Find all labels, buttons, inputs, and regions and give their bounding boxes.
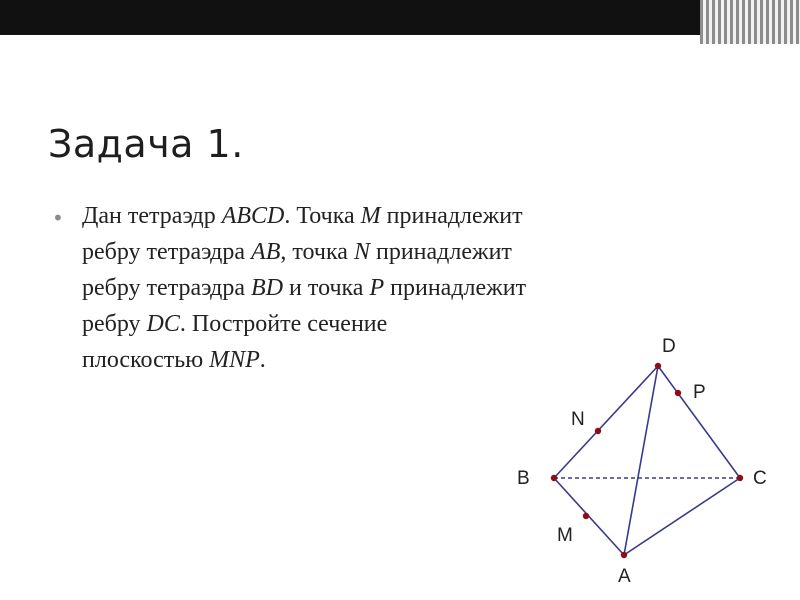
- text-run: . Постройте сечение: [179, 311, 388, 337]
- text-run: ребру тетраэдра: [82, 239, 252, 265]
- point-d: [655, 363, 661, 369]
- label-a: A: [618, 566, 631, 587]
- point-n: [595, 428, 601, 434]
- text-run: Дан тетраэдр: [82, 203, 222, 229]
- text-run: ребру тетраэдра: [82, 275, 252, 301]
- math-run: P: [369, 275, 385, 301]
- label-c: C: [753, 468, 767, 489]
- edge-da: [624, 366, 658, 555]
- math-run: M: [360, 203, 381, 229]
- problem-line-5: [82, 347, 266, 373]
- problem-line-3: [82, 275, 526, 301]
- label-p: P: [693, 382, 706, 403]
- edge-ac: [624, 478, 740, 555]
- label-d: D: [662, 336, 676, 357]
- point-b: [551, 475, 557, 481]
- point-a: [621, 552, 627, 558]
- math-run: BD: [251, 275, 284, 301]
- point-m: [583, 513, 589, 519]
- text-run: принадлежит: [384, 275, 527, 301]
- text-run: .: [259, 347, 266, 373]
- text-run: . Точка: [284, 203, 361, 229]
- text-run: ребру: [82, 311, 147, 337]
- label-b: B: [517, 468, 530, 489]
- text-run: и точка: [283, 275, 370, 301]
- page-title: Задача 1.: [48, 122, 244, 166]
- math-run: DC: [146, 311, 180, 337]
- point-c: [737, 475, 743, 481]
- math-run: ABCD: [221, 203, 285, 229]
- text-run: , точка: [280, 239, 354, 265]
- problem-line-4: [82, 311, 387, 337]
- math-run: N: [353, 239, 370, 265]
- label-m: M: [557, 525, 573, 546]
- text-run: принадлежит: [369, 239, 512, 265]
- problem-line-2: [82, 239, 512, 265]
- text-run: принадлежит: [380, 203, 523, 229]
- text-run: плоскостью: [82, 347, 210, 373]
- bullet-icon: •: [52, 206, 64, 230]
- point-p: [675, 390, 681, 396]
- tetrahedron-diagram: [500, 320, 790, 590]
- edge-bd: [554, 366, 658, 478]
- top-bar: [0, 0, 800, 35]
- math-run: MNP: [209, 347, 260, 373]
- label-n: N: [571, 409, 585, 430]
- decorative-stripes: [700, 0, 800, 44]
- math-run: AB: [251, 239, 281, 265]
- problem-line-1: [82, 203, 523, 229]
